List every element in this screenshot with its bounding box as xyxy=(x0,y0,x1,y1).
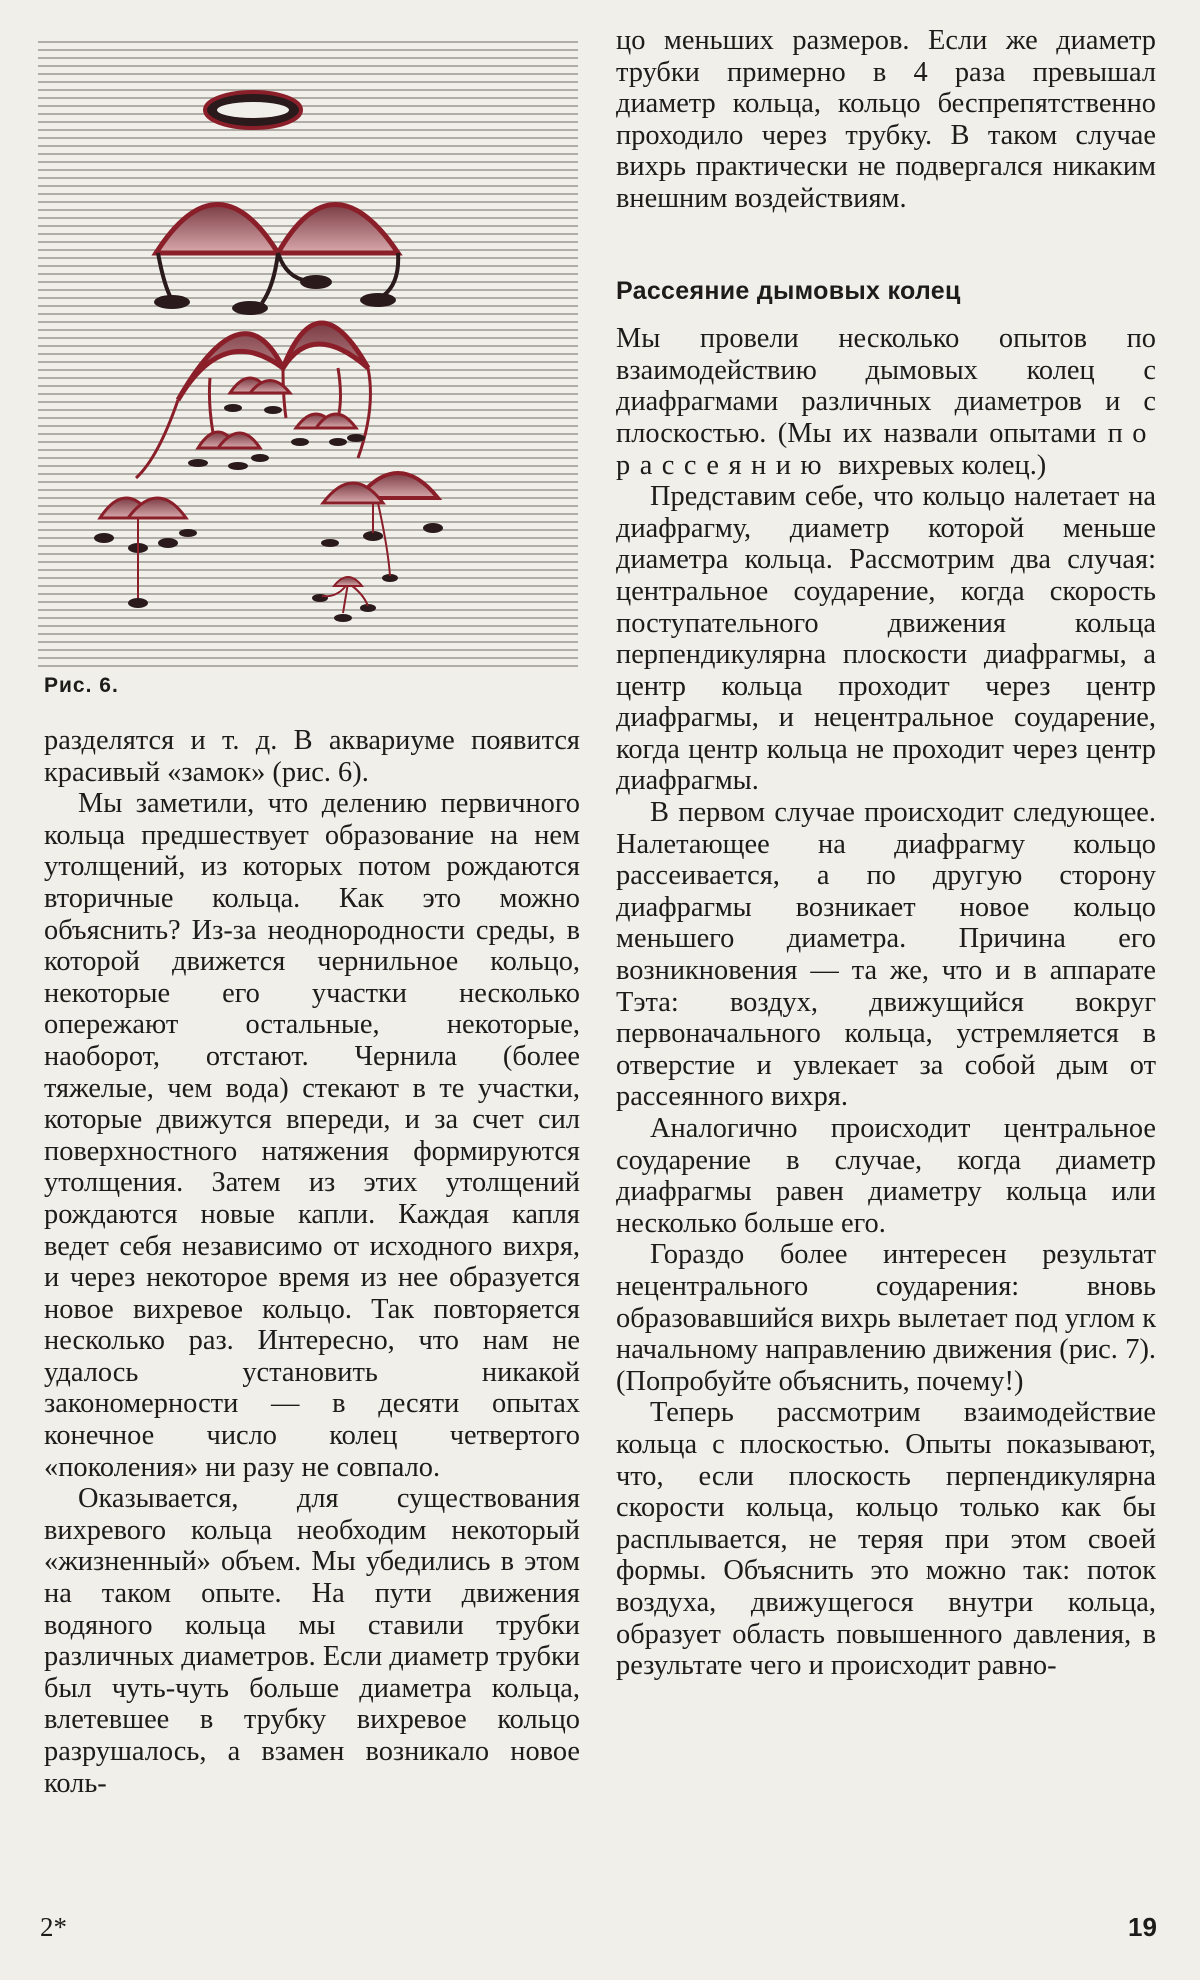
paragraph: Гораздо более интересен результат нецентрального соударения: вновь образовавшийся вихрь вылетает под углом к начальному направлению движения (рис. 7). (Попробуйте объяснить, почему!) xyxy=(616,1239,1156,1397)
vortex-castle-illustration xyxy=(38,38,578,670)
paragraph xyxy=(616,323,1156,481)
figure-vortex-castle xyxy=(38,38,578,670)
paragraph: Теперь рассмотрим взаимодействие кольца с плоскостью. Опыты показывают, что, если плоскость перпендикулярна скорости кольца, кольцо только как бы расплывается, не теряя при этом своей формы. Объяснить это можно так: поток воздуха, движущегося внутри кольца, образует область повышенного давления, в результате чего и происходит равно- xyxy=(616,1397,1156,1682)
signature-mark: 2* xyxy=(40,1912,67,1942)
page-number: 19 xyxy=(1128,1912,1157,1942)
figure-caption: Рис. 6. xyxy=(44,674,119,697)
paragraph-text: вихревых колец.) xyxy=(831,449,1047,481)
paragraph: Представим себе, что кольцо налетает на диафрагму, диаметр которой меньше диаметра кольца. Рассмотрим два случая: центральное соударение, когда скорость поступательного движения кольца перпендикулярна плоскости диафрагмы, а центр кольца проходит через центр диафрагмы, и нецентральное соударение, когда центр кольца не проходит через центр диафрагмы. xyxy=(616,481,1156,797)
paragraph: В первом случае происходит следующее. Налетающее на диафрагму кольцо рассеивается, а по другую сторону диафрагмы возникает новое кольцо меньшего диаметра. Причина его возникновения — та же, что и в аппарате Тэта: воздух, движущийся вокруг первоначального кольца, устремляется в отверстие и увлекает за собой дым от рассеянного вихря. xyxy=(616,797,1156,1113)
emphasized-term: по рассеянию xyxy=(616,417,1156,481)
primary-ring xyxy=(205,92,301,128)
paragraph: Аналогично происходит центральное соударение в случае, когда диаметр диафрагмы равен диаметру кольца или несколько больше его. xyxy=(616,1113,1156,1239)
paragraph-text: Мы провели несколько опытов по взаимодействию дымовых колец с диафрагмами различных диаметров и с плоскостью. (Мы их назвали опытами xyxy=(616,323,1156,449)
paragraph: Оказывается, для существования вихревого кольца необходим некоторый «жизненный» объем. Мы убедились в этом на таком опыте. На пути движения водяного кольца мы ставили трубки различных диаметров. Если диаметр трубки был чуть-чуть больше диаметра кольца, влетевшее в трубку вихревое кольцо разрушалось, а взамен возникало новое коль- xyxy=(44,1483,580,1799)
section-heading: Рассеяние дымовых колец xyxy=(616,276,961,305)
left-column xyxy=(44,725,580,1799)
paragraph: разделятся и т. д. В аквариуме появится красивый «замок» (рис. 6). xyxy=(44,725,580,788)
right-column xyxy=(616,25,1156,1682)
water-hatching xyxy=(38,38,578,670)
paragraph: цо меньших размеров. Если же диаметр трубки примерно в 4 раза превышал диаметр кольца, кольцо беспрепятственно проходило через трубку. В таком случае вихрь практически не подвергался никаким внешним воздействиям. xyxy=(616,25,1156,214)
paragraph: Мы заметили, что делению первичного кольца предшествует образование на нем утолщений, из которых потом рождаются вторичные кольца. Как это можно объяснить? Из-за неоднородности среды, в которой движется чернильное кольцо, некоторые его участки несколько опережают остальные, некоторые, наоборот, отстают. Чернила (более тяжелые, чем вода) стекают в те участки, которые движутся впереди, и за счет сил поверхностного натяжения формируются утолщения. Затем из этих утолщений рождаются новые капли. Каждая капля ведет себя независимо от исходного вихря, и через некоторое время из нее образуется новое вихревое кольцо. Так повторяется несколько раз. Интересно, что нам не удалось установить никакой закономерности — в десяти опытах конечное число колец четвертого «поколения» ни разу не совпало. xyxy=(44,788,580,1483)
